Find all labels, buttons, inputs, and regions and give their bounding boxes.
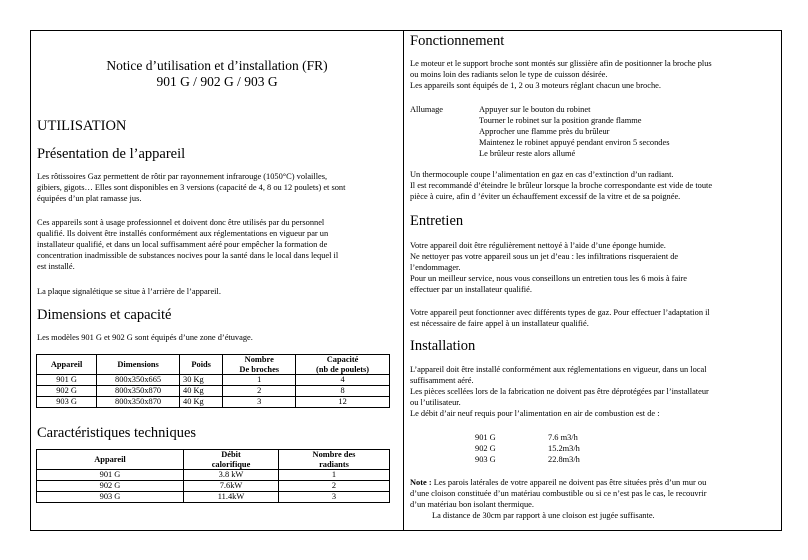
header-line: Nombre (244, 355, 274, 364)
installation-paragraph (410, 364, 709, 419)
text-line: Les pièces scellées lors de la fabrication ne doivent pas être déprotégées par l’installateur (410, 387, 709, 397)
cell: 3.8 kW (184, 470, 279, 481)
text-line: suffisamment aéré. (410, 376, 474, 386)
header-line: (nb de poulets) (316, 364, 370, 374)
text-line: effectuer par un installateur qualifié. (410, 285, 532, 295)
text-line: Les appareils sont équipés de 1, 2 ou 3 moteurs réglant chacun une broche. (410, 81, 661, 91)
text-line: ou moins loin des radiants selon le type de cuisson désirée. (410, 70, 608, 80)
text-line: est installé. (37, 262, 75, 272)
text-span: Les parois latérales de votre appareil ne doivent pas être situées près d’un mur ou (431, 478, 707, 487)
table-row (37, 481, 390, 492)
text-line: installateur qualifié, et dans un local suffisamment aéré pour empêcher la formation de (37, 240, 328, 250)
text-line: concentration inadmissible de substances nocives pour la santé dans le local dans lequel il (37, 251, 339, 261)
text-line: Il est recommandé d’éteindre le brûleur lorsque la broche correspondante est vide de toute (410, 181, 713, 191)
text-line: Votre appareil peut fonctionner avec différents types de gaz. Pour effectuer l’adaptation il (410, 308, 710, 317)
cell: 2 (279, 481, 390, 492)
installation-note (410, 477, 707, 521)
cell: 903 G (37, 491, 184, 502)
col-header-radiants (279, 450, 390, 470)
text-line: d’un matériau bon isolant thermique. (410, 500, 534, 510)
dimensions-intro: Les modèles 901 G et 902 G sont équipés d’une zone d’étuvage. (37, 333, 253, 342)
note-label: Note : (410, 478, 432, 487)
text-line: gibiers, gigots… Elles sont disponibles en 3 versions (capacité de 4, 8 ou 12 poulets) et sont (37, 183, 346, 193)
cell: 902 G (37, 481, 184, 492)
cell: 901 G (37, 470, 184, 481)
allumage-steps (479, 104, 669, 159)
specs-table (36, 449, 390, 503)
airflow-model: 901 G (475, 433, 496, 442)
table-row (37, 470, 390, 481)
cell: 3 (223, 396, 296, 407)
col-header-capacite (296, 355, 390, 375)
airflow-model: 903 G (475, 455, 496, 464)
airflow-model: 902 G (475, 444, 496, 453)
text-line: qualifié. Ils doivent être installés conformément aux réglementations en vigueur par un (37, 229, 329, 239)
list-item: Le brûleur reste alors allumé (479, 149, 576, 159)
text-line: La distance de 30cm par rapport à une cloison est jugée suffisante. (432, 511, 655, 521)
column-divider (403, 30, 404, 531)
col-header-appareil: Appareil (37, 355, 97, 375)
cell: 40 Kg (180, 386, 223, 397)
cell: 901 G (37, 375, 97, 386)
text-line: Ne nettoyer pas votre appareil sous un jet d’eau : les infiltrations risqueraient de (410, 252, 679, 262)
table-header-row (37, 355, 390, 375)
cell: 11.4kW (184, 491, 279, 502)
cell: 1 (223, 375, 296, 386)
cell: 800x350x870 (97, 396, 180, 407)
text-line: d’une cloison constituée d’un matériau combustible ou si ce n’est pas le cas, le recouvrir (410, 489, 707, 499)
text-line: pièce à cuire, afin d ’éviter un échauffement excessif de la vitre et de sa poignée. (410, 192, 681, 202)
section-title: UTILISATION (37, 118, 127, 134)
cell: 8 (296, 386, 390, 397)
header-line: Nombre des (312, 450, 356, 459)
text-line: Un thermocouple coupe l’alimentation en gaz en cas d’extinction d’un radiant. (410, 170, 674, 179)
header-line: calorifique (211, 459, 251, 469)
text-line: équipées d’un plat ramasse jus. (37, 194, 142, 204)
installation-heading: Installation (410, 338, 476, 354)
text-line: ou l’utilisateur. (410, 398, 461, 408)
col-header-poids: Poids (180, 355, 223, 375)
header-line: radiants (319, 459, 349, 469)
table-row (37, 386, 390, 397)
text-line: Le débit d’air neuf requis pour l’alimentation en air de combustion est de : (410, 409, 660, 419)
cell: 12 (296, 396, 390, 407)
cell: 902 G (37, 386, 97, 397)
dimensions-table (36, 354, 390, 408)
fonctionnement-paragraph-2 (410, 169, 712, 202)
col-header-dimensions: Dimensions (97, 355, 180, 375)
text-line: Pour un meilleur service, nous vous conseillons un entretien tous les 6 mois à faire (410, 274, 688, 284)
header-line: Débit (221, 450, 241, 459)
cell: 4 (296, 375, 390, 386)
table-header-row (37, 450, 390, 470)
text-line: L’appareil doit être installé conformément aux réglementations en vigueur, dans un local (410, 365, 707, 374)
specs-heading: Caractéristiques techniques (37, 425, 197, 441)
airflow-value: 7.6 m3/h (548, 433, 578, 442)
cell: 1 (279, 470, 390, 481)
entretien-heading: Entretien (410, 213, 464, 229)
cell: 800x350x870 (97, 386, 180, 397)
presentation-heading: Présentation de l’appareil (37, 146, 186, 162)
text-line: Les rôtissoires Gaz permettent de rôtir par rayonnement infrarouge (1050°C) volailles, (37, 172, 328, 181)
cell: 2 (223, 386, 296, 397)
table-row (37, 375, 390, 386)
header-line: Capacité (326, 355, 359, 364)
list-item: Appuyer sur le bouton du robinet (479, 105, 591, 114)
title-line-1: Notice d’utilisation et d’installation (FR) (106, 58, 328, 73)
col-header-debit (184, 450, 279, 470)
cell: 3 (279, 491, 390, 502)
table-row (37, 491, 390, 502)
presentation-paragraph-1 (37, 171, 345, 204)
cell: 800x350x665 (97, 375, 180, 386)
presentation-paragraph-2 (37, 217, 338, 272)
list-item: Maintenez le robinet appuyé pendant environ 5 secondes (479, 138, 670, 148)
text-line: Votre appareil doit être régulièrement nettoyé à l’aide d’une éponge humide. (410, 241, 666, 250)
allumage-label: Allumage (410, 105, 444, 114)
fonctionnement-paragraph-1 (410, 58, 712, 91)
dimensions-heading: Dimensions et capacité (37, 307, 172, 323)
col-header-appareil: Appareil (37, 450, 184, 470)
text-line: est nécessaire de faire appel à un installateur qualifié. (410, 319, 589, 329)
list-item: Approcher une flamme près du brûleur (479, 127, 610, 137)
list-item: Tourner le robinet sur la position grande flamme (479, 116, 642, 126)
cell: 30 Kg (180, 375, 223, 386)
cell: 40 Kg (180, 396, 223, 407)
cell: 7.6kW (184, 481, 279, 492)
text-line: Le moteur et le support broche sont montés sur glissière afin de positionner la broche plus (410, 59, 712, 68)
note-line-1 (410, 477, 707, 488)
text-line: l’endommager. (410, 263, 461, 273)
table-row (37, 396, 390, 407)
airflow-value: 15.2m3/h (548, 444, 580, 453)
presentation-paragraph-3: La plaque signalétique se situe à l’arrière de l’appareil. (37, 287, 221, 296)
cell: 903 G (37, 396, 97, 407)
entretien-paragraph-1 (410, 240, 687, 295)
col-header-broches (223, 355, 296, 375)
airflow-value: 22.8m3/h (548, 455, 580, 464)
header-line: De broches (239, 364, 280, 374)
entretien-paragraph-2 (410, 307, 710, 329)
fonctionnement-heading: Fonctionnement (410, 33, 505, 49)
title-line-2: 901 G / 902 G / 903 G (156, 74, 278, 89)
document-title (31, 58, 403, 90)
text-line: Ces appareils sont à usage professionnel et doivent donc être utilisés par du personnel (37, 218, 325, 227)
